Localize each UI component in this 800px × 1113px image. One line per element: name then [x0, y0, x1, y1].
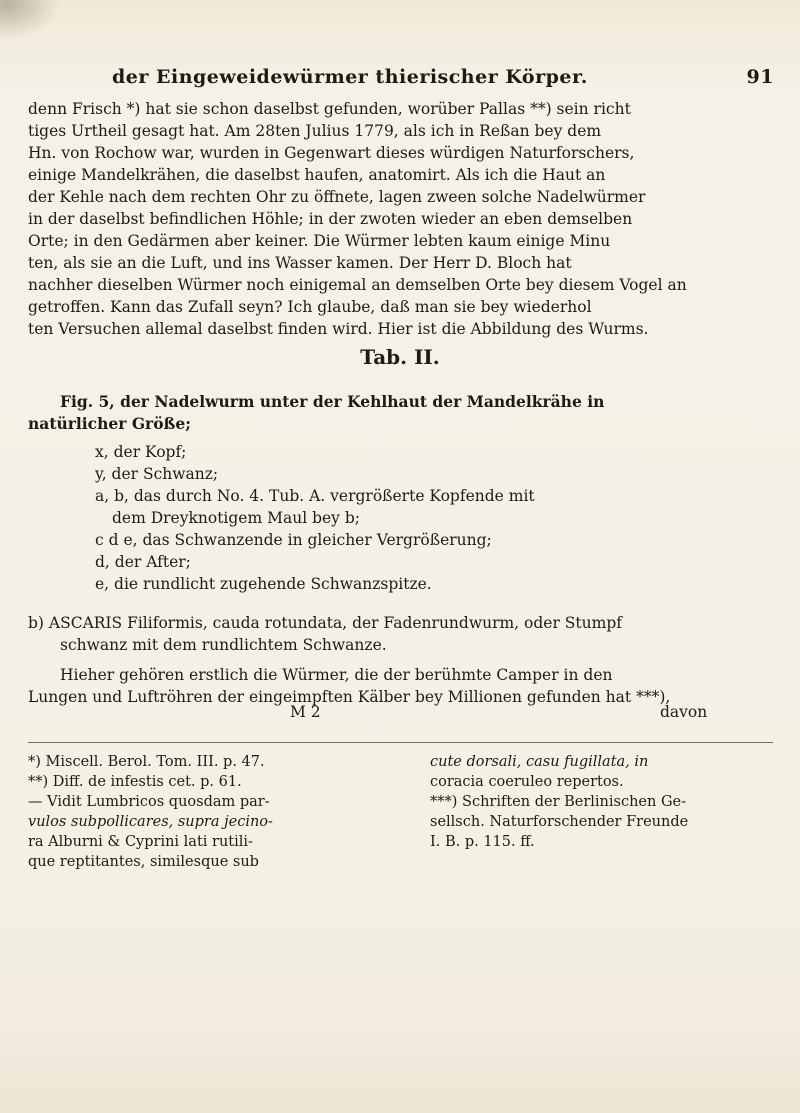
- body-line: der Kehle nach dem rechten Ohr zu öffnete, lagen zween solche Nadelwürmer: [28, 188, 646, 206]
- body-line: Hn. von Rochow war, wurden in Gegenwart dieses würdigen Naturforschers,: [28, 144, 635, 162]
- figure-intro-line: natürlicher Größe;: [28, 414, 191, 433]
- footnote-line: que reptitantes, similesque sub: [28, 854, 259, 870]
- section-b-line: schwanz mit dem rundlichtem Schwanze.: [60, 636, 387, 654]
- paper-shadow: [0, 873, 800, 1113]
- figure-item: d, der After;: [95, 553, 191, 571]
- body-line: ten Versuchen allemal daselbst finden wird. Hier ist die Abbildung des Wurms.: [28, 320, 649, 338]
- footnote-line: *) Miscell. Berol. Tom. III. p. 47.: [28, 754, 265, 770]
- footnote-line: coracia coeruleo repertos.: [430, 774, 624, 790]
- body-line: einige Mandelkrähen, die daselbst haufen, anatomirt. Als ich die Haut an: [28, 166, 606, 184]
- body-line: ten, als sie an die Luft, und ins Wasser kamen. Der Herr D. Bloch hat: [28, 254, 572, 272]
- figure-item: x, der Kopf;: [95, 443, 187, 461]
- page-number: 91: [746, 66, 774, 88]
- paragraph-line: Lungen und Luftröhren der eingeimpften Kälber bey Millionen gefunden hat ***),: [28, 688, 671, 706]
- body-line: denn Frisch *) hat sie schon daselbst gefunden, worüber Pallas **) sein richt: [28, 100, 631, 118]
- footnote-line: ***) Schriften der Berlinischen Ge-: [430, 794, 687, 810]
- paper-stain: [0, 0, 60, 40]
- figure-intro-line: Fig. 5, der Nadelwurm unter der Kehlhaut der Mandelkrähe in: [60, 392, 605, 411]
- footnote-line: vulos subpollicares, supra jecino-: [28, 814, 273, 830]
- figure-item: y, der Schwanz;: [95, 465, 219, 483]
- footnote-line: sellsch. Naturforschender Freunde: [430, 814, 689, 830]
- table-heading: Tab. II.: [360, 345, 440, 369]
- catchword: davon: [660, 703, 708, 721]
- footnote-line: **) Diff. de infestis cet. p. 61.: [28, 774, 242, 790]
- paragraph-line: Hieher gehören erstlich die Würmer, die der berühmte Camper in den: [60, 666, 613, 684]
- body-line: tiges Urtheil gesagt hat. Am 28ten Julius 1779, als ich in Reßan bey dem: [28, 122, 602, 140]
- figure-item: c d e, das Schwanzende in gleicher Vergrößerung;: [95, 531, 492, 549]
- footnote-line: ra Alburni & Cyprini lati rutili-: [28, 834, 253, 850]
- footnotes-right: [430, 752, 775, 852]
- footnote-line: I. B. p. 115. ff.: [430, 834, 535, 850]
- signature-mark: M 2: [290, 703, 321, 721]
- figure-item: e, die rundlicht zugehende Schwanzspitze.: [95, 575, 432, 593]
- body-line: getroffen. Kann das Zufall seyn? Ich glaube, daß man sie bey wiederhol: [28, 298, 592, 316]
- running-head-title: der Eingeweidewürmer thierischer Körper.: [112, 66, 588, 88]
- body-line: nachher dieselben Würmer noch einigemal an demselben Orte bey diesem Vogel an: [28, 276, 687, 294]
- footnote-line: cute dorsali, casu fugillata, in: [430, 754, 649, 770]
- figure-item: dem Dreyknotigem Maul bey b;: [112, 509, 360, 527]
- footnotes-left: [28, 752, 368, 872]
- running-head: [112, 66, 774, 92]
- footnote-line: — Vidit Lumbricos quosdam par-: [28, 794, 270, 810]
- body-line: Orte; in den Gedärmen aber keiner. Die Würmer lebten kaum einige Minu: [28, 232, 611, 250]
- body-line: in der daselbst befindlichen Höhle; in der zwoten wieder an eben demselben: [28, 210, 633, 228]
- footnote-rule: [28, 742, 773, 743]
- figure-item: a, b, das durch No. 4. Tub. A. vergrößerte Kopfende mit: [95, 487, 535, 505]
- section-b-line: b) ASCARIS Filiformis, cauda rotundata, der Fadenrundwurm, oder Stumpf: [28, 614, 622, 632]
